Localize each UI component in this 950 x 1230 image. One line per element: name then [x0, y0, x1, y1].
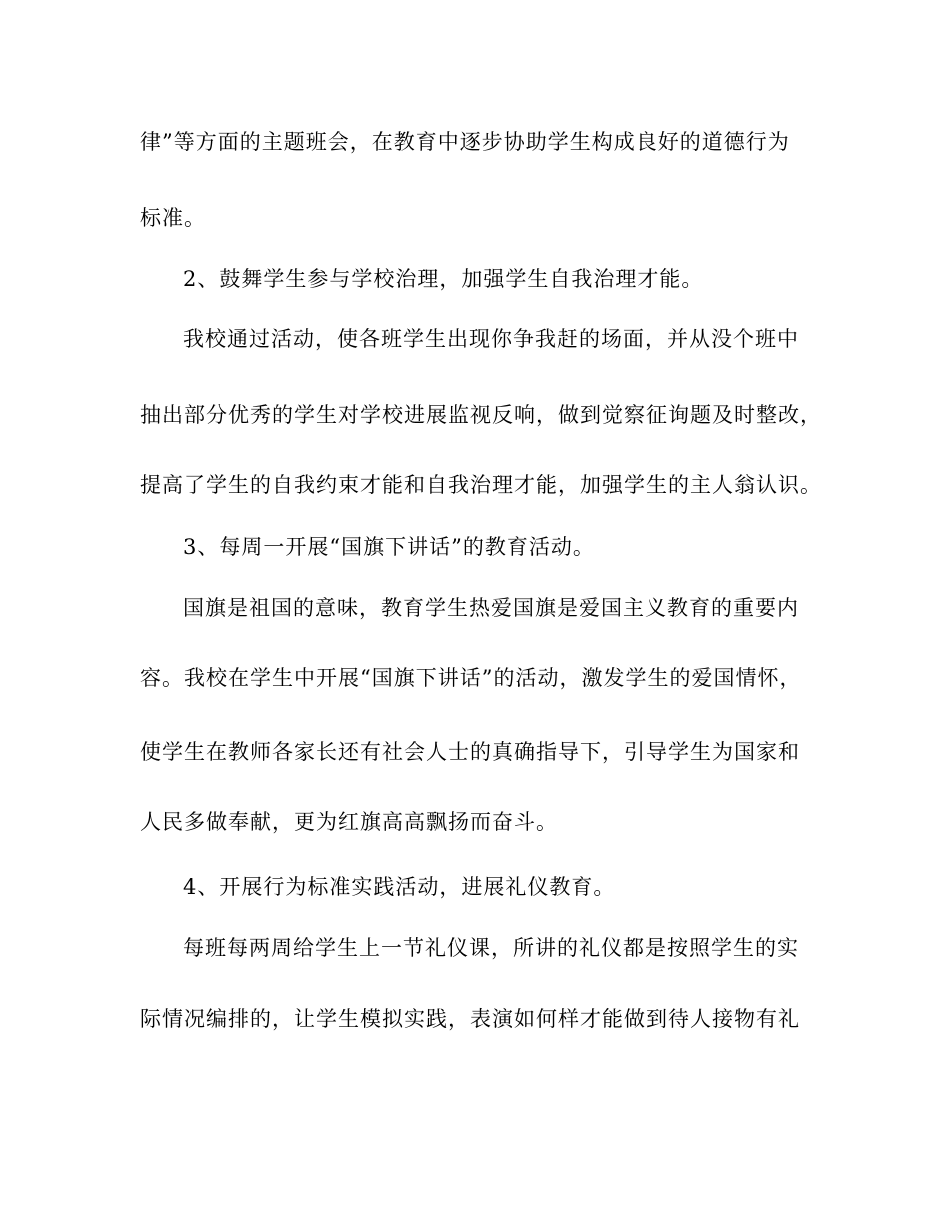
text-line: 我校通过活动，使各班学生出现你争我赶的场面，并从没个班中 — [183, 327, 799, 351]
text-line: 际情况编排的，让学生模拟实践，表演如何样才能做到待人接物有礼 — [140, 1007, 800, 1031]
text-line: 国旗是祖国的意味，教育学生热爱国旗是爱国主义教育的重要内 — [183, 596, 799, 620]
text-line: 使学生在教师各家长还有社会人士的真确指导下，引导学生为国家和 — [140, 740, 800, 764]
text-line: 抽出部分优秀的学生对学校进展监视反响，做到觉察征询题及时整改， — [140, 403, 822, 427]
item-heading: 3、每周一开展“国旗下讲话”的教育活动。 — [183, 535, 595, 559]
text-line: 提高了学生的自我约束才能和自我治理才能，加强学生的主人翁认识。 — [140, 473, 822, 497]
text-line: 律”等方面的主题班会，在教育中逐步协助学生构成良好的道德行为 — [140, 130, 790, 154]
text-line: 每班每两周给学生上一节礼仪课，所讲的礼仪都是按照学生的实 — [183, 936, 799, 960]
text-line: 人民多做奉献，更为红旗高高飘扬而奋斗。 — [140, 810, 558, 834]
item-heading: 2、鼓舞学生参与学校治理，加强学生自我治理才能。 — [183, 267, 704, 291]
text-line: 标准。 — [140, 206, 206, 230]
item-heading: 4、开展行为标准实践活动，进展礼仪教育。 — [183, 875, 616, 899]
text-line: 容。我校在学生中开展“国旗下讲话”的活动，激发学生的爱国情怀， — [140, 666, 802, 690]
